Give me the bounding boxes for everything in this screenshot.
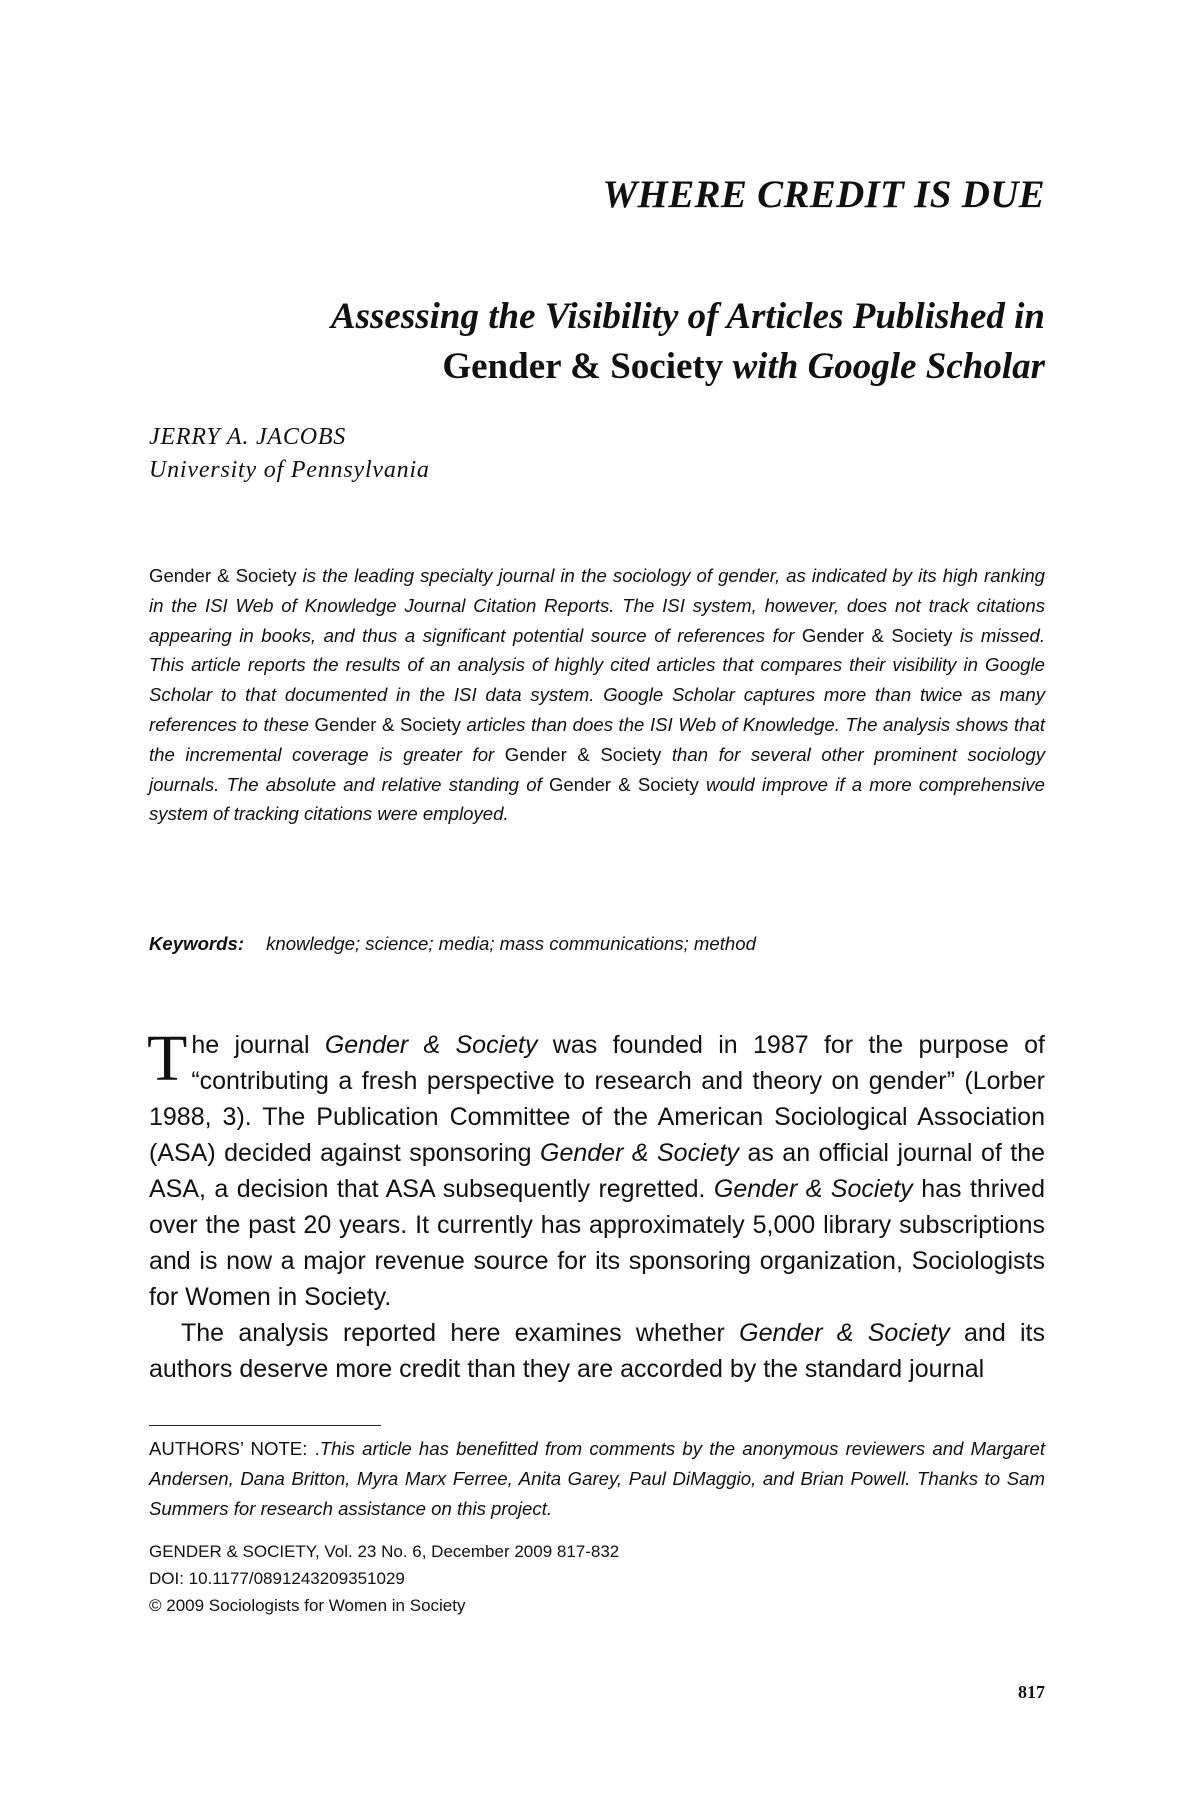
article-title: WHERE CREDIT IS DUE [602,173,1045,216]
publication-info [149,1538,619,1619]
subtitle-line-1: Assessing the Visibility of Articles Published in [330,296,1045,337]
body-text: and its authors deserve more credit than they are accorded by the standard journal [149,1319,1045,1383]
body-paragraph-1 [147,1022,1046,1315]
drop-cap: T [147,1022,188,1095]
authors-note [149,1434,1045,1524]
abstract-journal-name: Gender & Society [548,773,699,795]
subtitle-journal-name: Gender & Society [442,346,724,387]
journal-name: Gender & Society [713,1175,913,1203]
article-subtitle [145,292,1045,392]
abstract-text: than for several other prominent sociology journals. The absolute and relative standing of [149,743,1046,795]
body-text: has thrived over the past 20 years. It currently has approximately 5,000 library subscriptions and is now a major revenue source for its sponsoring organization, Sociologists for Women in Society. [149,1175,1045,1311]
abstract [149,561,1045,829]
footnote-divider [149,1425,381,1426]
author-name: JERRY A. JACOBS [149,424,347,450]
keywords-value: knowledge; science; media; mass communications; method [266,933,756,954]
author-affiliation: University of Pennsylvania [149,457,430,483]
author-block [149,421,430,487]
copyright: © 2009 Sociologists for Women in Society [149,1596,466,1615]
journal-name: Gender & Society [324,1031,538,1059]
abstract-text: articles than does the ISI Web of Knowledge. The analysis shows that the incremental coverage is greater for [149,713,1045,765]
abstract-journal-name: Gender & Society [149,565,297,586]
page-number: 817 [1018,1682,1045,1702]
keywords [149,933,756,955]
body-text: was founded in 1987 for the purpose of “contributing a fresh perspective to research and theory on gender” (Lorber 1988, 3). The Publication Committee of the American Sociological Association (ASA) decided against sponsoring [149,1031,1045,1167]
authors-note-text: This article has benefitted from comments by the anonymous reviewers and Margaret Andersen, Dana Britton, Myra Marx Ferree, Anita Garey, Paul DiMaggio, and Brian Powell. Thanks to Sam Summers for research assistance on this project. [149,1438,1046,1519]
body-paragraph-2 [149,1315,1045,1387]
abstract-journal-name: Gender & Society [504,743,662,765]
abstract-journal-name: Gender & Society [314,713,461,735]
subtitle-line-2: with Google Scholar [723,346,1045,387]
doi: DOI: 10.1177/0891243209351029 [149,1569,405,1588]
journal-citation: GENDER & SOCIETY, Vol. 23 No. 6, December 2009 817-832 [149,1542,620,1561]
abstract-text: would improve if a more comprehensive system of tracking citations were employed. [149,773,1045,825]
journal-name: Gender & Society [540,1139,739,1167]
body-text: The analysis reported here examines whether [181,1319,740,1347]
abstract-journal-name: Gender & Society [801,624,953,646]
body-text: as an official journal of the ASA, a decision that ASA subsequently regretted. [149,1139,1046,1203]
authors-note-label: AUTHORS’ NOTE: . [149,1438,320,1459]
abstract-text: is the leading specialty journal in the sociology of gender, as indicated by its high ranking in the ISI Web of Knowledge Journal Citation Reports. The ISI system, however, does not track citations appearing in books, and thus a significant potential source of references for [149,565,1046,646]
body-text: he journal [191,1031,325,1059]
abstract-text: is missed. This article reports the results of an analysis of highly cited articles that compares their visibility in Google Scholar to that documented in the ISI data system. Google Scholar captures more than twice as many references to these [149,624,1045,735]
article-body [147,1022,1046,1387]
keywords-label: Keywords: [149,933,245,954]
journal-name: Gender & Society [739,1319,950,1347]
